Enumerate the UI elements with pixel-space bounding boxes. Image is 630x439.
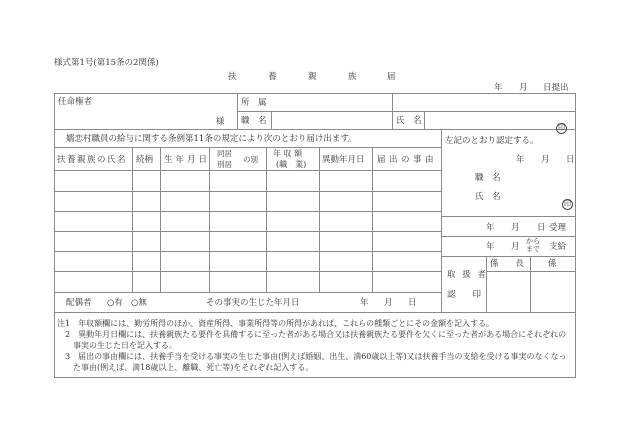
spouse-yes-radio[interactable]: ○有 xyxy=(107,298,123,308)
handler-label: 取 扱 者 xyxy=(447,270,488,280)
approver-position-label: 職 名 xyxy=(475,173,501,183)
form-number: 様式第1号(第15条の2関係) xyxy=(54,58,159,68)
title-char: 届 xyxy=(387,72,396,82)
header-name: 扶養親族の氏名 xyxy=(57,155,128,165)
note-line: 注1 年収額欄には、勤労所得のほか、資産所得、事業所得等の所得があれば、これらの種類ごとにその金額を記入する。 xyxy=(57,319,495,328)
header-relation: 続柄 xyxy=(136,155,154,165)
staff-seal-box[interactable] xyxy=(531,272,575,311)
position-label: 職 名 xyxy=(241,116,267,126)
seal-icon: 印 xyxy=(558,124,565,132)
header-cohab-top: 同居 xyxy=(217,149,232,158)
staff-label: 係 xyxy=(548,259,557,269)
note-line: 2 異動年月日欄には、扶養親族たる要件を具備するに至った者がある場合又は扶養親族たる要件を欠くに至った者がある場合にそれぞれの xyxy=(57,330,567,339)
title-char: 親 xyxy=(308,72,317,82)
header-change-date: 異動年月日 xyxy=(322,155,365,165)
title-char: 扶 xyxy=(228,72,237,82)
header-occupation: (職 業) xyxy=(276,160,307,169)
approver-name-label: 氏 名 xyxy=(475,192,501,202)
chief-label: 係 長 xyxy=(490,259,525,269)
appointer-honorific: 様 xyxy=(216,117,225,127)
title-char: 養 xyxy=(268,72,277,82)
table-row[interactable] xyxy=(55,252,441,271)
header-reason: 届出の事由 xyxy=(377,155,438,165)
affiliation-label: 所 属 xyxy=(241,98,267,108)
table-row[interactable] xyxy=(55,192,441,211)
received-label: 受理 xyxy=(549,223,567,233)
table-row[interactable] xyxy=(55,171,441,191)
note-line: た事由(例えば、満18歳以上、離職、死亡等)をそれぞれ記入する。 xyxy=(57,363,314,372)
payment-label: 支給 xyxy=(549,242,567,252)
title-char: 族 xyxy=(348,72,357,82)
table-row[interactable] xyxy=(55,272,441,292)
approver-seal-icon: 印 xyxy=(564,200,571,208)
header-cohab-bottom: 別居 xyxy=(217,160,232,169)
header-cohab-suffix: の別 xyxy=(243,155,258,164)
position-field[interactable] xyxy=(272,112,391,128)
name-field[interactable] xyxy=(425,112,545,128)
instruction-text: 嬬恋村職員の給与に関する条例第11条の規定により次のとおり届け出ます。 xyxy=(66,134,357,144)
table-row[interactable] xyxy=(55,212,441,231)
seal-label: 認 印 xyxy=(447,290,482,300)
approval-statement: 左記のとおり認定する。 xyxy=(445,136,539,146)
spouse-no-radio[interactable]: ○無 xyxy=(131,298,147,308)
name-label: 氏 名 xyxy=(396,116,422,126)
event-date-label: その事実の生じた年月日 xyxy=(206,298,300,308)
chief-seal-box[interactable] xyxy=(487,272,529,311)
header-birthdate: 生年月日 xyxy=(164,155,211,165)
note-line: 事実の生じた日を記入する。 xyxy=(57,341,177,350)
table-row[interactable] xyxy=(55,232,441,251)
note-line: 3 届出の事由欄には、扶養手当を受ける事実の生じた事由(例えば婚姻、出生、満60歳以上等)又は扶養手当の支給を受ける事実のなくなっ xyxy=(57,352,567,361)
appointer-label: 任命権者 xyxy=(58,97,93,107)
spouse-label: 配偶者 xyxy=(66,298,92,308)
affiliation-field[interactable] xyxy=(393,94,575,110)
header-income: 年 収 額 xyxy=(273,149,303,158)
